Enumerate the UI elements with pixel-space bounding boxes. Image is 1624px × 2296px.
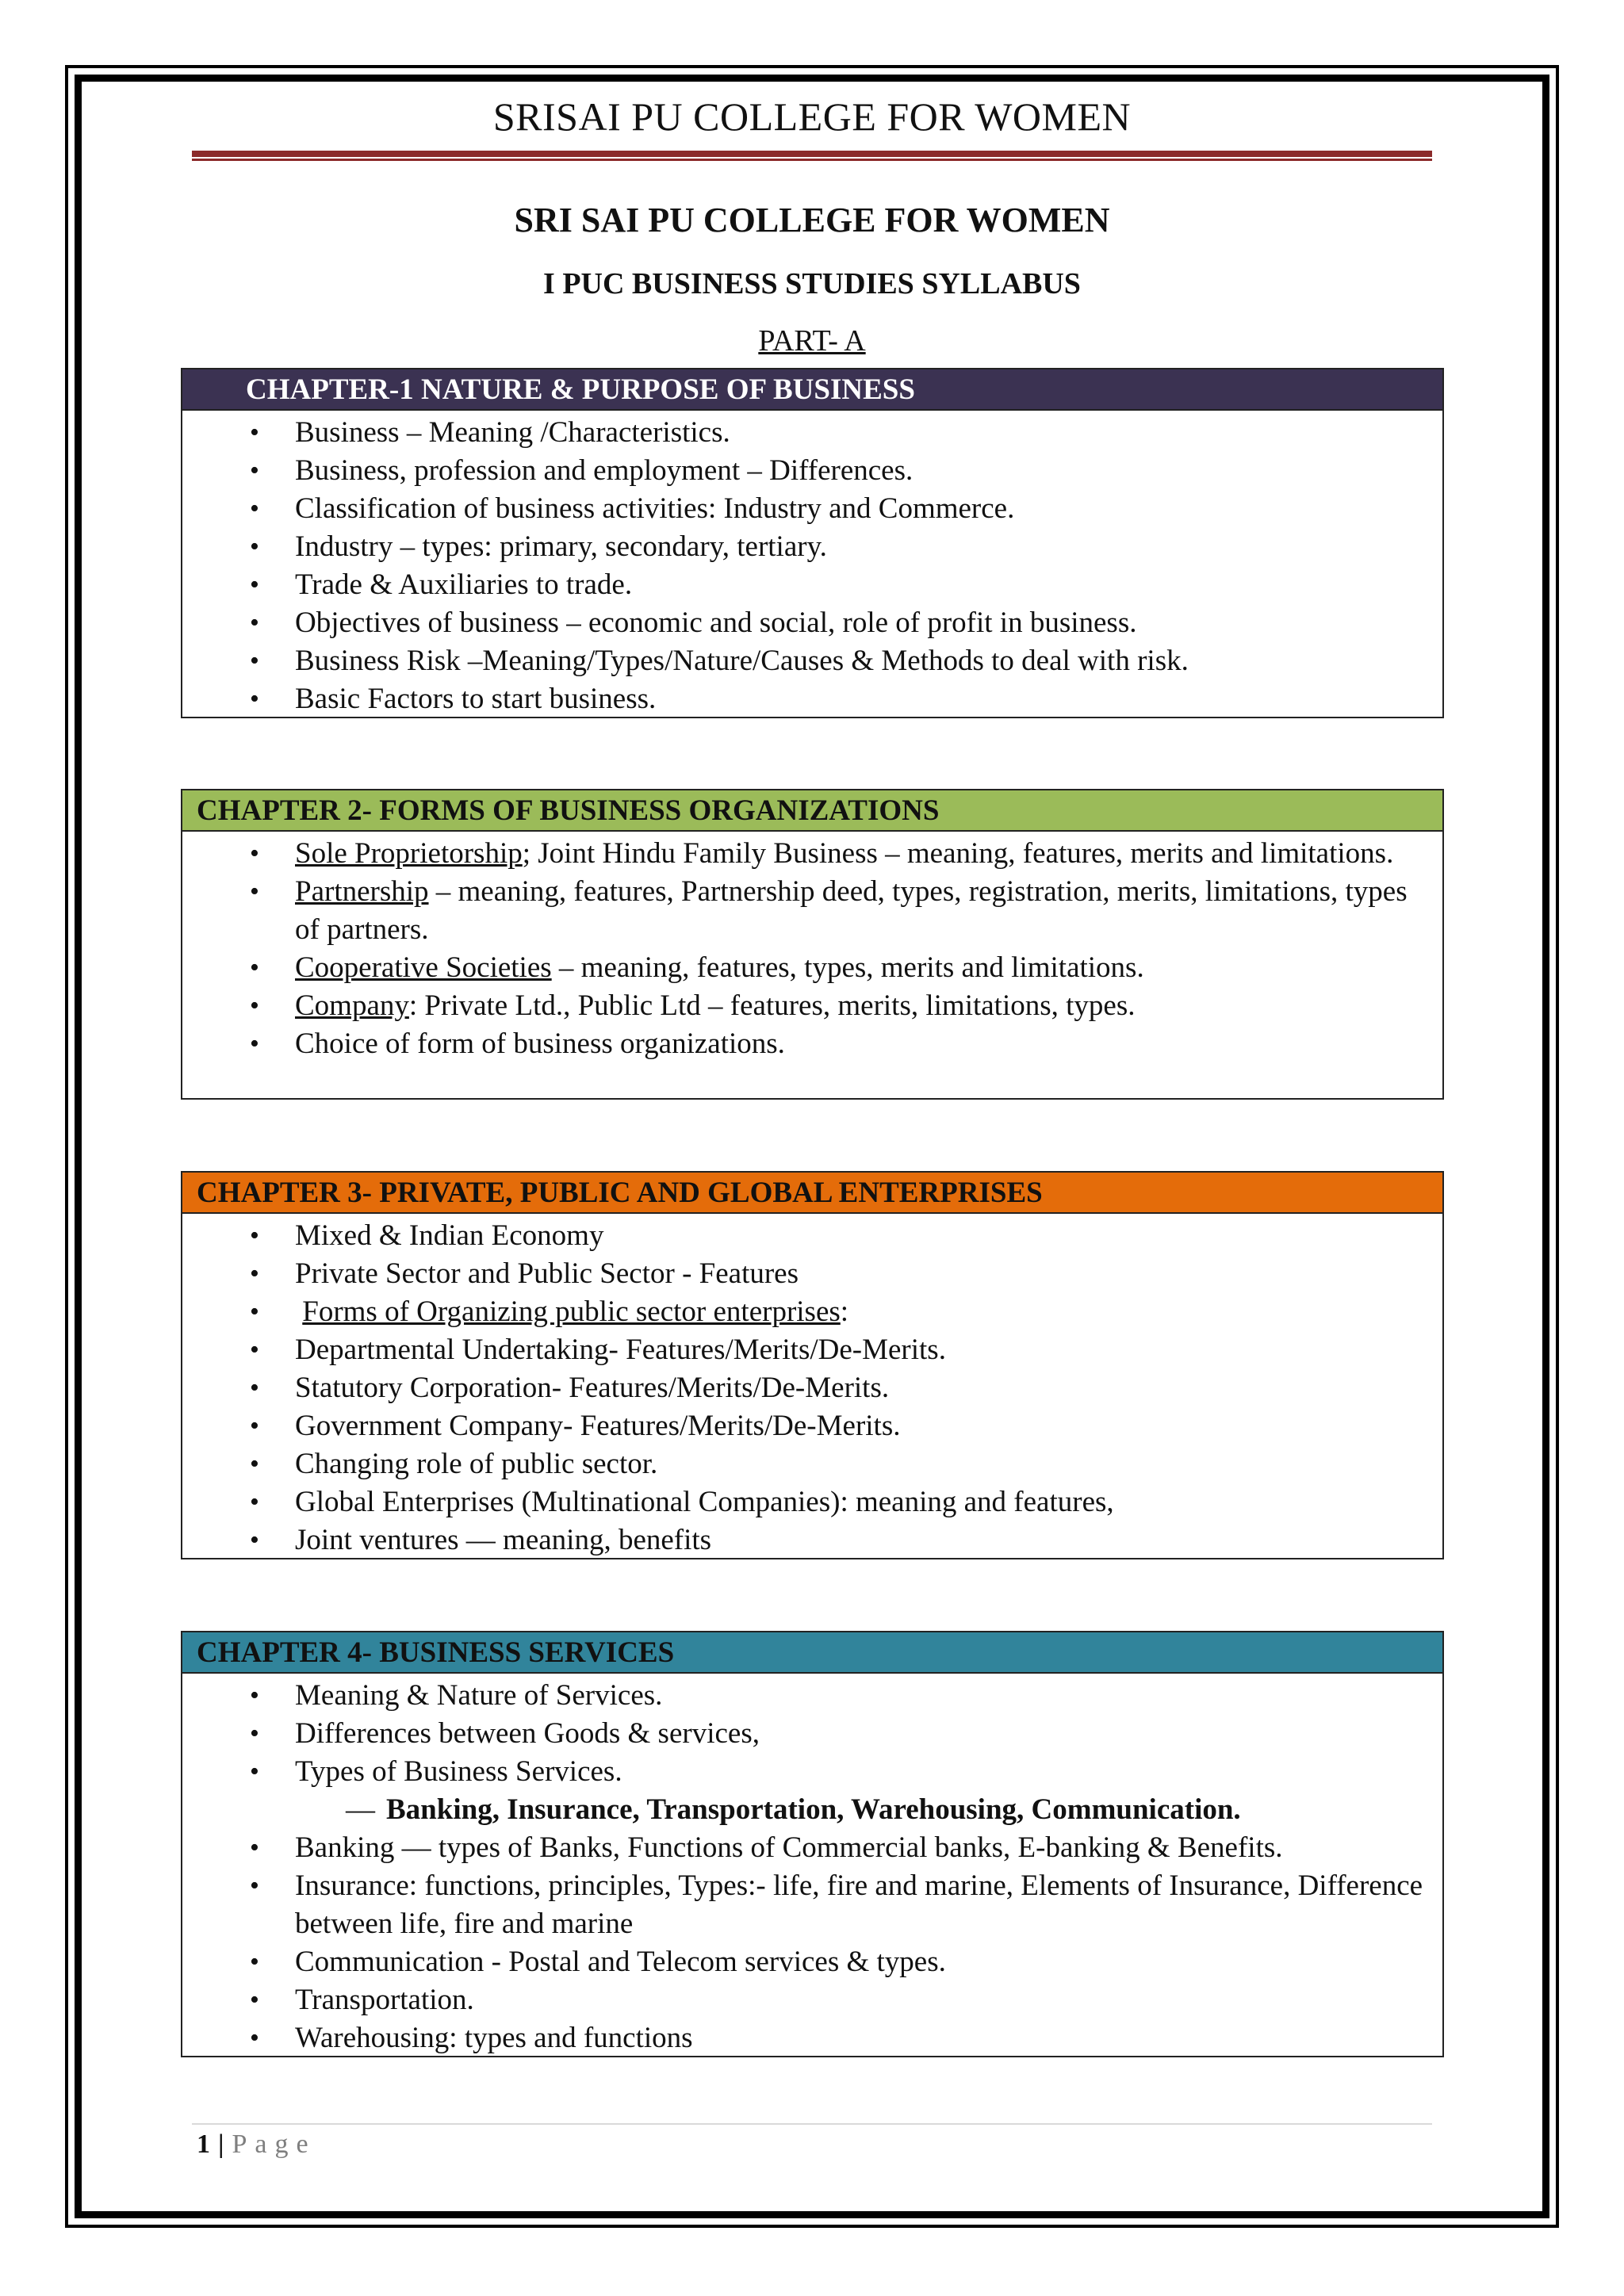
list-item: • Cooperative Societies – meaning, features, types, merits and limitations. [182,949,1442,987]
footer-rule [192,2123,1432,2125]
document-title: SRI SAI PU COLLEGE FOR WOMEN [514,201,1110,239]
chapter-4-list [182,1674,1442,2057]
bullet-icon: • [250,991,259,1020]
bullet-icon: • [250,1487,259,1517]
page-number: 1 [197,2130,210,2159]
bullet-icon: • [250,839,259,868]
list-item: • Joint ventures — meaning, benefits [182,1521,1442,1559]
bullet-icon: • [250,953,259,982]
list-item: • Government Company- Features/Merits/De-Merits. [182,1407,1442,1445]
list-item: • Basic Factors to start business. [182,680,1442,718]
bullet-icon: • [250,646,259,675]
chapter-3-title: CHAPTER 3- PRIVATE, PUBLIC AND GLOBAL ENTERPRISES [182,1173,1442,1214]
header-rule [192,151,1432,162]
bullet-icon: • [250,877,259,906]
list-item: • Private Sector and Public Sector - Features [182,1255,1442,1293]
bullet-icon: • [250,2023,259,2053]
bullet-icon: • [250,1757,259,1786]
bullet-icon: • [250,684,259,714]
list-item: • Global Enterprises (Multinational Companies): meaning and features, [182,1483,1442,1521]
bullet-icon: • [250,456,259,485]
list-item: • Company: Private Ltd., Public Ltd – features, merits, limitations, types. [182,987,1442,1025]
list-item: • Trade & Auxiliaries to trade. [182,566,1442,604]
bullet-icon: • [250,1681,259,1710]
dash-icon: — [346,1793,375,1826]
bullet-icon: • [250,1985,259,2015]
part-label: PART- A [758,324,866,358]
list-item: • Statutory Corporation- Features/Merits/De-Merits. [182,1369,1442,1407]
list-item: • Business Risk –Meaning/Types/Nature/Causes & Methods to deal with risk. [182,642,1442,680]
bullet-icon: • [250,1259,259,1288]
list-item: • Changing role of public sector. [182,1445,1442,1483]
bullet-icon: • [250,608,259,637]
bullet-icon: • [250,532,259,561]
list-item: • Banking — types of Banks, Functions of Commercial banks, E-banking & Benefits. [182,1829,1442,1867]
bullet-icon: • [250,1525,259,1555]
document-subtitle: I PUC BUSINESS STUDIES SYLLABUS [543,267,1081,300]
bullet-icon: • [250,1871,259,1900]
chapter-4-title: CHAPTER 4- BUSINESS SERVICES [182,1632,1442,1674]
chapter-2-list [182,832,1442,1063]
list-item: • Partnership – meaning, features, Partnership deed, types, registration, merits, limitations, types of partners. [182,873,1442,949]
chapter-2-box [181,789,1444,1100]
chapter-3-list [182,1214,1442,1559]
chapter-4-box [181,1631,1444,2057]
chapter-1-title: CHAPTER-1 NATURE & PURPOSE OF BUSINESS [182,369,1442,411]
chapter-1-box [181,368,1444,718]
bullet-icon: • [250,1221,259,1250]
bullet-icon: • [250,570,259,599]
list-item: • Mixed & Indian Economy [182,1217,1442,1255]
list-item: • Communication - Postal and Telecom services & types. [182,1943,1442,1981]
list-item: • Types of Business Services. [182,1753,1442,1791]
list-item: • Sole Proprietorship; Joint Hindu Family Business – meaning, features, merits and limitations. [182,835,1442,873]
list-item: • Differences between Goods & services, [182,1715,1442,1753]
footer-separator: | [218,2130,224,2159]
chapter-3-box [181,1171,1444,1559]
chapter-2-title: CHAPTER 2- FORMS OF BUSINESS ORGANIZATIONS [182,790,1442,832]
list-item: • Choice of form of business organizations. [182,1025,1442,1063]
bullet-icon: • [250,1833,259,1862]
list-item: • Objectives of business – economic and social, role of profit in business. [182,604,1442,642]
list-item: • Forms of Organizing public sector enterprises: [182,1293,1442,1331]
list-item: • Business – Meaning /Characteristics. [182,414,1442,452]
bullet-icon: • [250,1029,259,1058]
list-item: • Transportation. [182,1981,1442,2019]
list-item: • Classification of business activities: Industry and Commerce. [182,490,1442,528]
bullet-icon: • [250,1335,259,1364]
bullet-icon: • [250,1719,259,1748]
list-item: • Departmental Undertaking- Features/Merits/De-Merits. [182,1331,1442,1369]
bullet-icon: • [250,1373,259,1402]
list-item: • Warehousing: types and functions [182,2019,1442,2057]
bullet-icon: • [250,1297,259,1326]
bullet-icon: • [250,418,259,447]
list-sub-item: — Banking, Insurance, Transportation, Warehousing, Communication. [346,1793,1241,1826]
list-item: • Industry – types: primary, secondary, tertiary. [182,528,1442,566]
bullet-icon: • [250,494,259,523]
header-title: SRISAI PU COLLEGE FOR WOMEN [492,94,1132,139]
list-item: • Business, profession and employment – Differences. [182,452,1442,490]
list-item: • Insurance: functions, principles, Types:- life, fire and marine, Elements of Insurance, Difference between life, fire and marine [182,1867,1442,1943]
chapter-1-list [182,411,1442,718]
bullet-icon: • [250,1411,259,1441]
page-footer [197,2130,316,2160]
bullet-icon: • [250,1449,259,1479]
page-label: Page [232,2130,316,2159]
list-item: • Meaning & Nature of Services. [182,1677,1442,1715]
bullet-icon: • [250,1947,259,1976]
